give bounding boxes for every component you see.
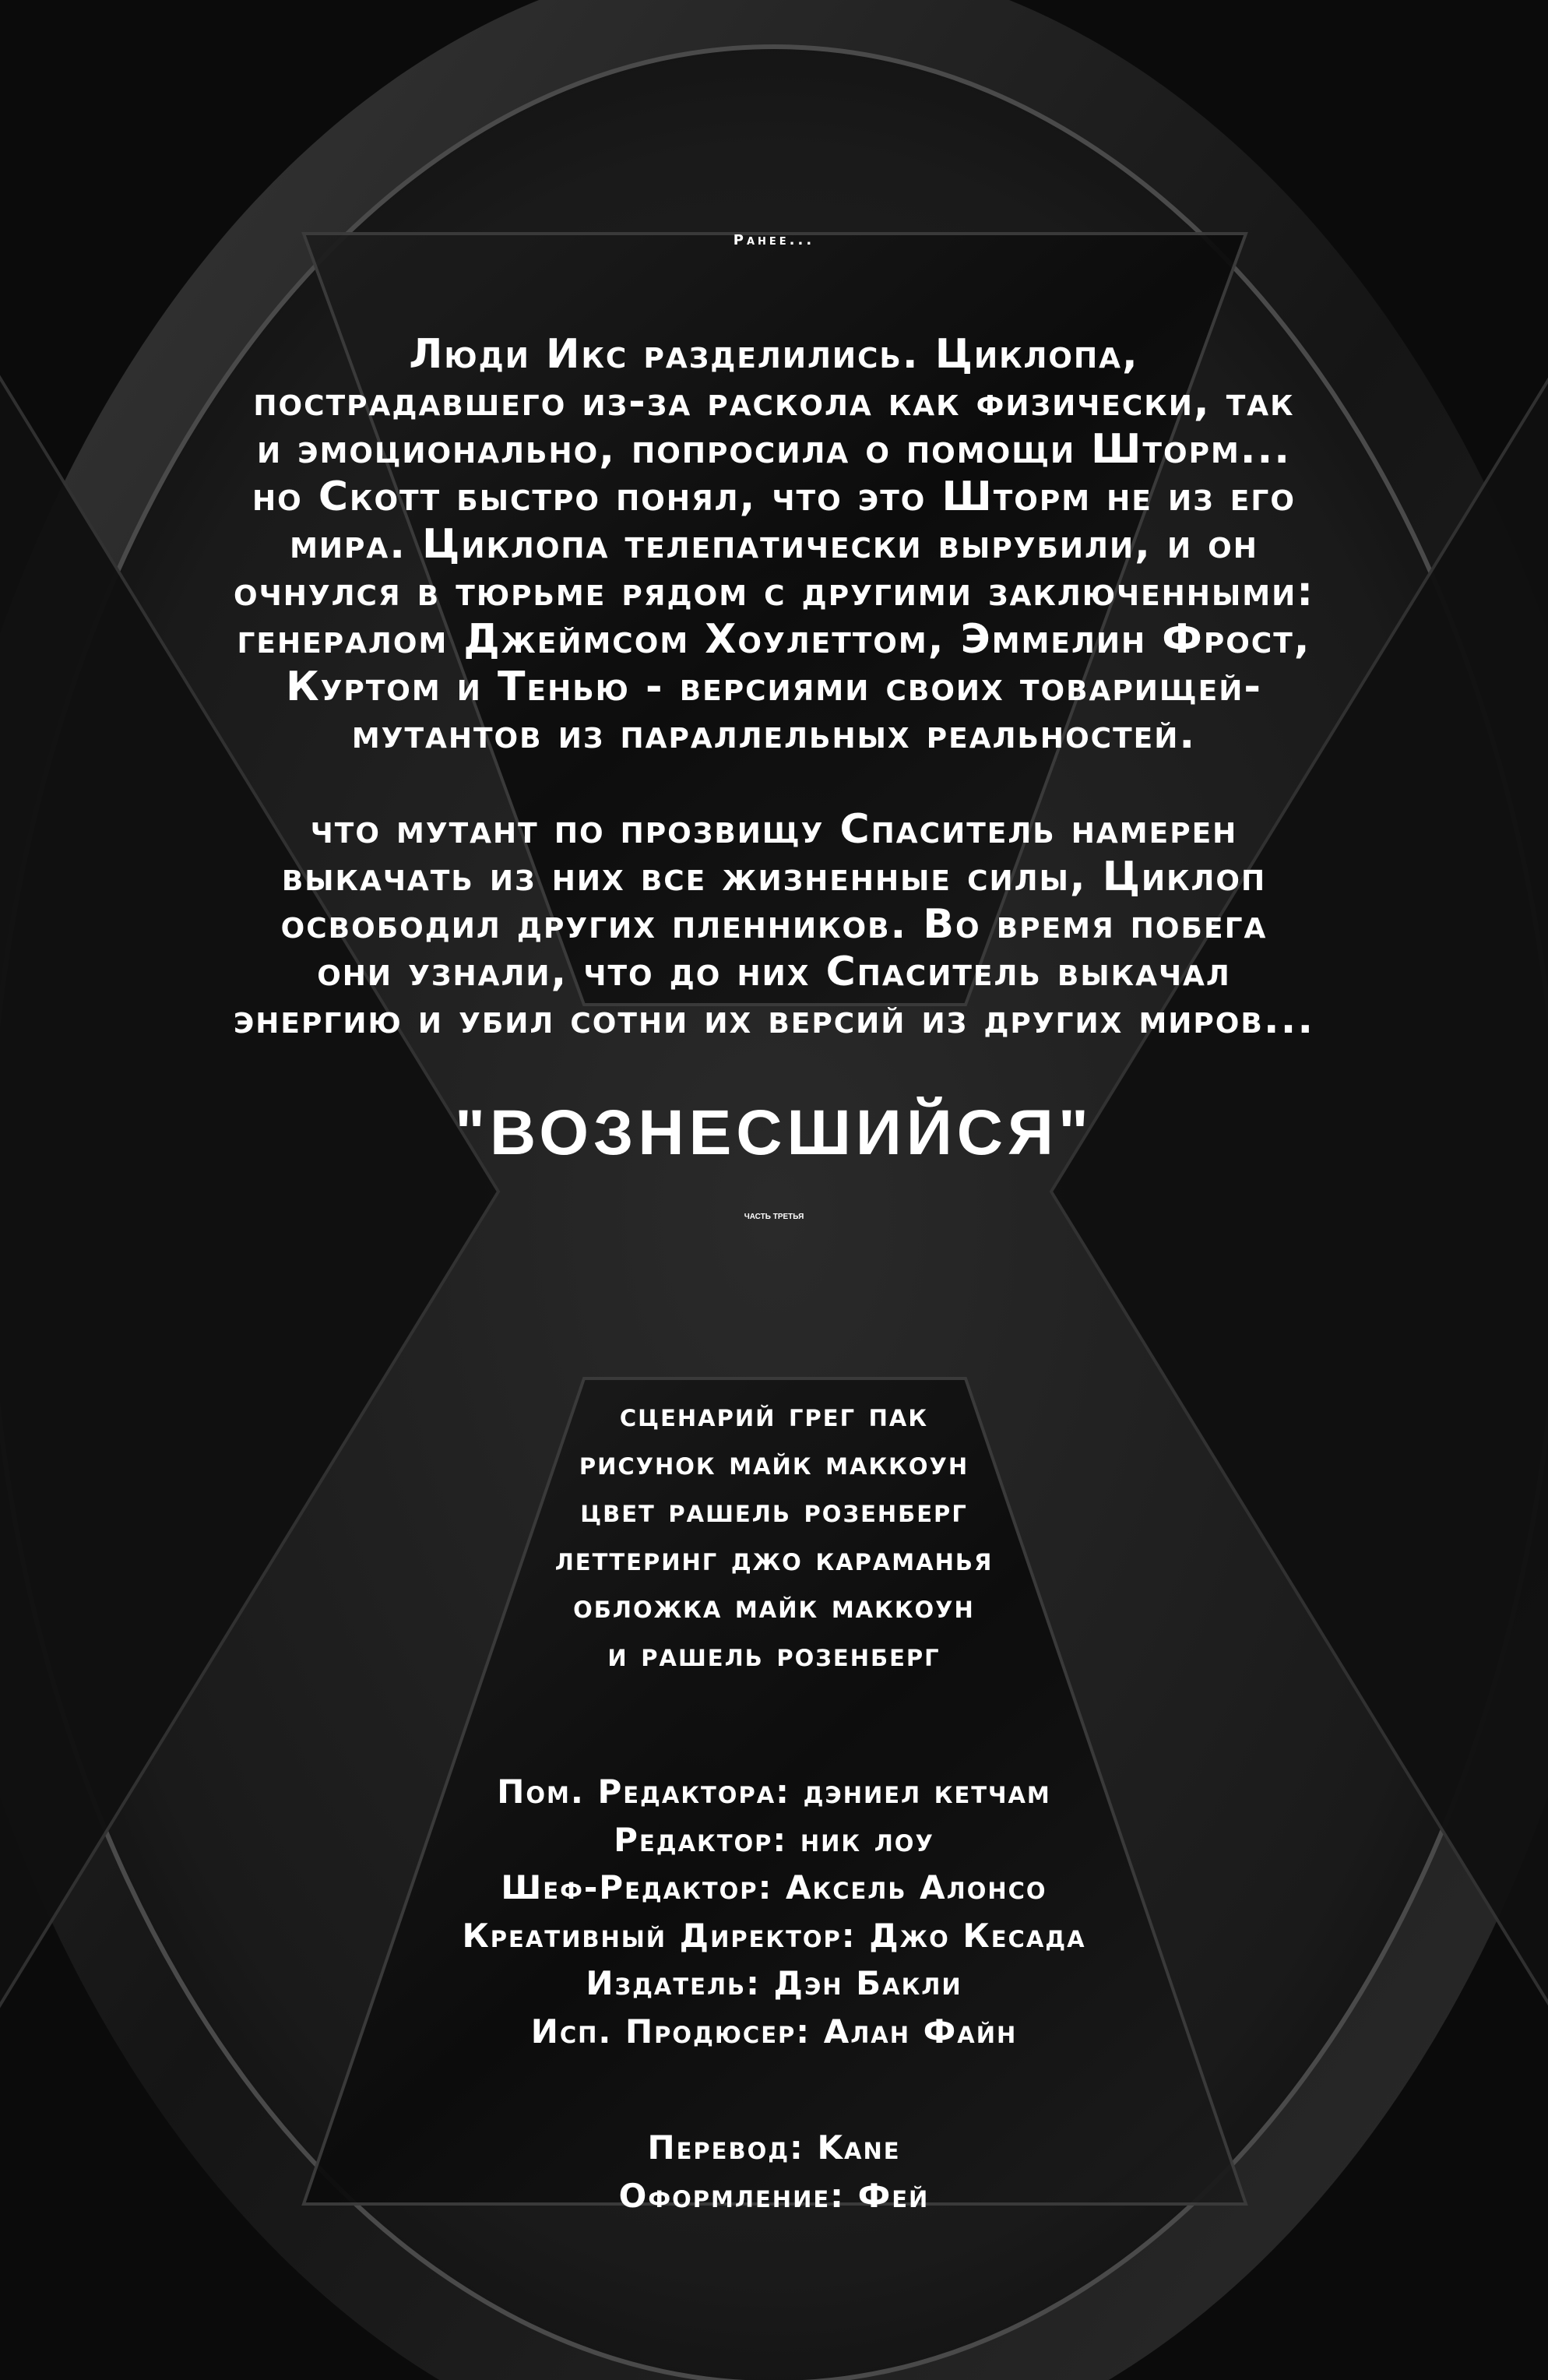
staff-credits (0, 1768, 1548, 2055)
recap-line: очнулся в тюрьме рядом с другими заключенными: (234, 569, 1314, 615)
recap-paragraph-2 (70, 806, 1478, 1044)
credit-line: леттеринг джо караманья (554, 1539, 994, 1578)
credit-line: Креативный Директор: Джо Кесада (462, 1916, 1086, 1955)
recap-line: и эмоционально, попросила о помощи Шторм... (256, 426, 1292, 473)
recap-line: пострадавшего из-за раскола как физически, так (253, 378, 1295, 425)
credit-line: сценарий грег пак (619, 1396, 929, 1434)
translation-credits (0, 2124, 1548, 2220)
recap-paragraph-1 (70, 331, 1478, 759)
recap-line: мутантов из параллельных реальностей. (351, 711, 1197, 758)
credit-line: Перевод: Kane (647, 2128, 901, 2167)
credit-line: Пом. Редактора: дэниел кетчам (497, 1773, 1051, 1811)
recap-line: мира. Циклопа телепатически вырубили, и он (290, 521, 1258, 568)
credit-line: Оформление: Фей (618, 2176, 930, 2215)
credit-line: Редактор: ник лоу (614, 1820, 934, 1859)
recap-line: Куртом и Тенью - версиями своих товарищей- (286, 664, 1262, 710)
credit-line: обложка майк маккоун (573, 1587, 975, 1625)
credit-line: и рашель розенберг (607, 1635, 941, 1674)
credit-line: рисунок майк маккоун (579, 1443, 969, 1482)
story-title: "ВОЗНЕСШИЙСЯ" (455, 1097, 1093, 1168)
credit-line: Шеф-Редактор: Аксель Алонсо (501, 1868, 1047, 1906)
recap-line: освободил других пленников. Во время побега (280, 901, 1268, 948)
recap-line: но Скотт быстро понял, что это Шторм не из его (252, 474, 1296, 520)
credit-line: цвет рашель розенберг (580, 1491, 968, 1530)
recap-line: энергию и убил сотни их версий из других миров... (233, 996, 1315, 1043)
credit-line: Издатель: Дэн Бакли (586, 1964, 962, 2002)
recap-line: генералом Джеймсом Хоулеттом, Эммелин Фрост, (237, 616, 1311, 663)
creators-credits (0, 1391, 1548, 1678)
credit-line: Исп. Продюсер: Алан Файн (530, 2012, 1018, 2051)
recap-heading: Ранее... (733, 232, 815, 248)
recap-line: они узнали, что до них Спаситель выкачал (317, 949, 1231, 995)
recap-line: что мутант по прозвищу Спаситель намерен (310, 806, 1238, 853)
recap-line: выкачать из них все жизненные силы, Циклоп (281, 854, 1267, 900)
story-part: ЧАСТЬ ТРЕТЬЯ (744, 1213, 804, 1221)
recap-line: Люди Икс разделились. Циклопа, (409, 331, 1139, 378)
